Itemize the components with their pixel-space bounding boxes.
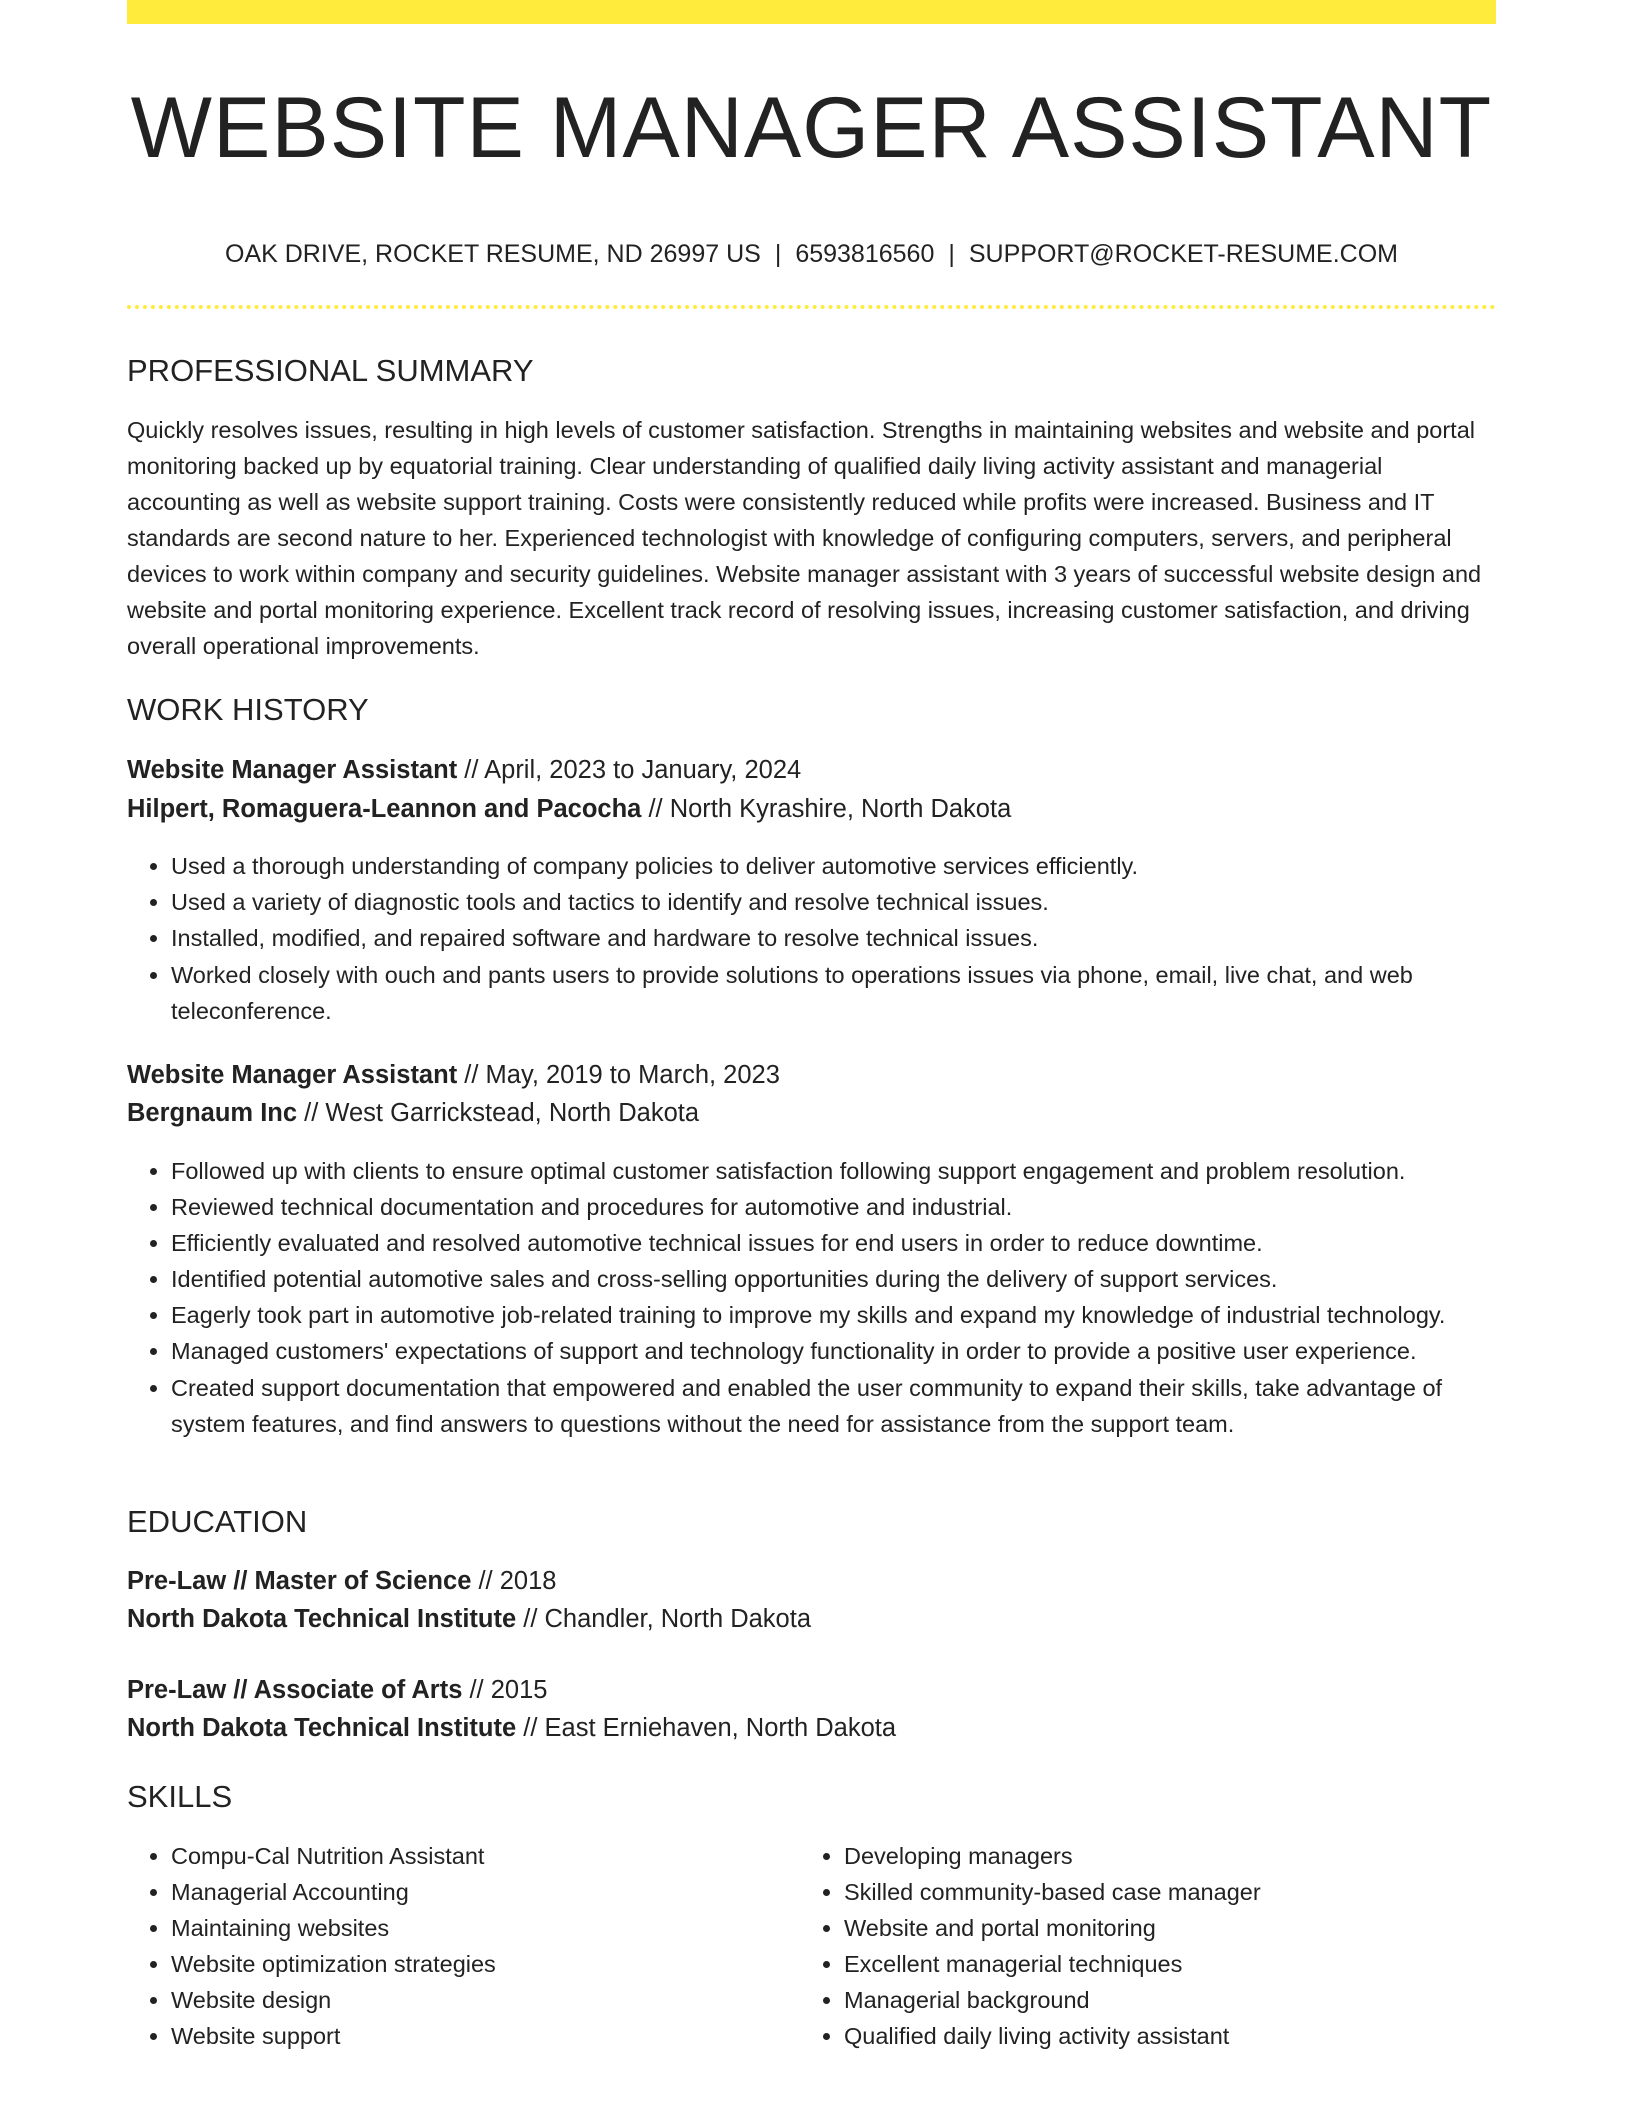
job-title-line — [127, 751, 1496, 789]
education-school-line — [127, 1600, 1496, 1638]
contact-phone: 6593816560 — [795, 240, 935, 268]
work-history-title: WORK HISTORY — [127, 692, 369, 727]
job-company: Hilpert, Romaguera-Leannon and Pacocha — [127, 795, 642, 823]
education-title: EDUCATION — [127, 1504, 308, 1539]
summary-title: PROFESSIONAL SUMMARY — [127, 353, 534, 388]
job-location: // North Kyrashire, North Dakota — [648, 795, 1012, 823]
job-position: Website Manager Assistant — [127, 1061, 458, 1089]
accent-bar — [127, 0, 1496, 24]
education-location: // East Erniehaven, North Dakota — [523, 1714, 897, 1742]
list-item: • Followed up with clients to ensure optimal customer satisfaction following support engagement and problem resolution. — [171, 1153, 1496, 1189]
list-item: • Reviewed technical documentation and procedures for automotive and industrial. — [171, 1189, 1496, 1225]
contact-line — [127, 236, 1496, 272]
list-item: • Installed, modified, and repaired software and hardware to resolve technical issues. — [171, 920, 1496, 956]
skills-list-right — [800, 1838, 1496, 2054]
job-location: // West Garrickstead, North Dakota — [304, 1099, 700, 1127]
summary-text: Quickly resolves issues, resulting in high levels of customer satisfaction. Strengths in maintaining websites and website and portal monitoring backed up by equatorial training. Clear understanding of qualified daily living activity assistant and managerial accounting as well as website support training. Costs were consistently reduced while profits were increased. Business and IT standards are second nature to her. Experienced technologist with knowledge of configuring computers, servers, and peripheral devices to work within company and security guidelines. Website manager assistant with 3 years of successful website design and website and portal monitoring experience. Excellent track record of resolving issues, increasing customer satisfaction, and driving overall operational improvements. — [127, 417, 1482, 659]
education-school-line — [127, 1709, 1496, 1747]
skill-item: • Skilled community-based case manager — [844, 1874, 1496, 1910]
contact-separator: | — [948, 240, 955, 268]
list-item: • Used a variety of diagnostic tools and tactics to identify and resolve technical issues. — [171, 884, 1496, 920]
skills-title: SKILLS — [127, 1779, 233, 1814]
list-item: • Managed customers' expectations of support and technology functionality in order to provide a positive user experience. — [171, 1333, 1496, 1369]
skill-item: • Compu-Cal Nutrition Assistant — [171, 1838, 797, 1874]
skill-item: • Developing managers — [844, 1838, 1496, 1874]
skill-item: • Maintaining websites — [171, 1910, 797, 1946]
list-item: • Efficiently evaluated and resolved automotive technical issues for end users in order to reduce downtime. — [171, 1225, 1496, 1261]
contact-address: OAK DRIVE, ROCKET RESUME, ND 26997 US — [225, 240, 761, 268]
skill-item: • Website optimization strategies — [171, 1946, 797, 1982]
job-company-line — [127, 790, 1496, 828]
skills-list-left — [127, 1838, 797, 2054]
job-dates: // April, 2023 to January, 2024 — [464, 756, 802, 784]
skill-item: • Website and portal monitoring — [844, 1910, 1496, 1946]
job-title-line — [127, 1056, 1496, 1094]
job-position: Website Manager Assistant — [127, 756, 458, 784]
contact-separator: | — [774, 240, 782, 268]
education-year: // 2018 — [478, 1567, 557, 1595]
list-item: • Used a thorough understanding of company policies to deliver automotive services efficiently. — [171, 848, 1496, 884]
job-company: Bergnaum Inc — [127, 1099, 298, 1127]
skill-item: • Qualified daily living activity assistant — [844, 2018, 1496, 2054]
education-degree: Pre-Law // Master of Science — [127, 1567, 472, 1595]
skill-item: • Managerial background — [844, 1982, 1496, 2018]
header-divider — [127, 305, 1496, 309]
job-company-line — [127, 1094, 1496, 1132]
list-item: • Eagerly took part in automotive job-related training to improve my skills and expand my knowledge of industrial technology. — [171, 1297, 1496, 1333]
job-bullets — [127, 1153, 1496, 1442]
education-degree: Pre-Law // Associate of Arts — [127, 1676, 463, 1704]
education-school: North Dakota Technical Institute — [127, 1605, 517, 1633]
job-dates: // May, 2019 to March, 2023 — [464, 1061, 780, 1089]
skill-item: • Managerial Accounting — [171, 1874, 797, 1910]
skill-item: • Excellent managerial techniques — [844, 1946, 1496, 1982]
skill-item: • Website design — [171, 1982, 797, 2018]
education-degree-line — [127, 1671, 1496, 1709]
education-degree-line — [127, 1562, 1496, 1600]
resume-name: WEBSITE MANAGER ASSISTANT — [130, 80, 1493, 176]
job-bullets — [127, 848, 1496, 1029]
education-year: // 2015 — [469, 1676, 548, 1704]
list-item: • Worked closely with ouch and pants users to provide solutions to operations issues via phone, email, live chat, and web teleconference. — [171, 957, 1496, 1029]
skill-item: • Website support — [171, 2018, 797, 2054]
education-school: North Dakota Technical Institute — [127, 1714, 517, 1742]
list-item: • Identified potential automotive sales and cross-selling opportunities during the delivery of support services. — [171, 1261, 1496, 1297]
education-location: // Chandler, North Dakota — [523, 1605, 811, 1633]
list-item: • Created support documentation that empowered and enabled the user community to expand their skills, take advantage of system features, and find answers to questions without the need for assistance from the support team. — [171, 1370, 1496, 1442]
contact-email: SUPPORT@ROCKET-RESUME.COM — [968, 240, 1398, 268]
